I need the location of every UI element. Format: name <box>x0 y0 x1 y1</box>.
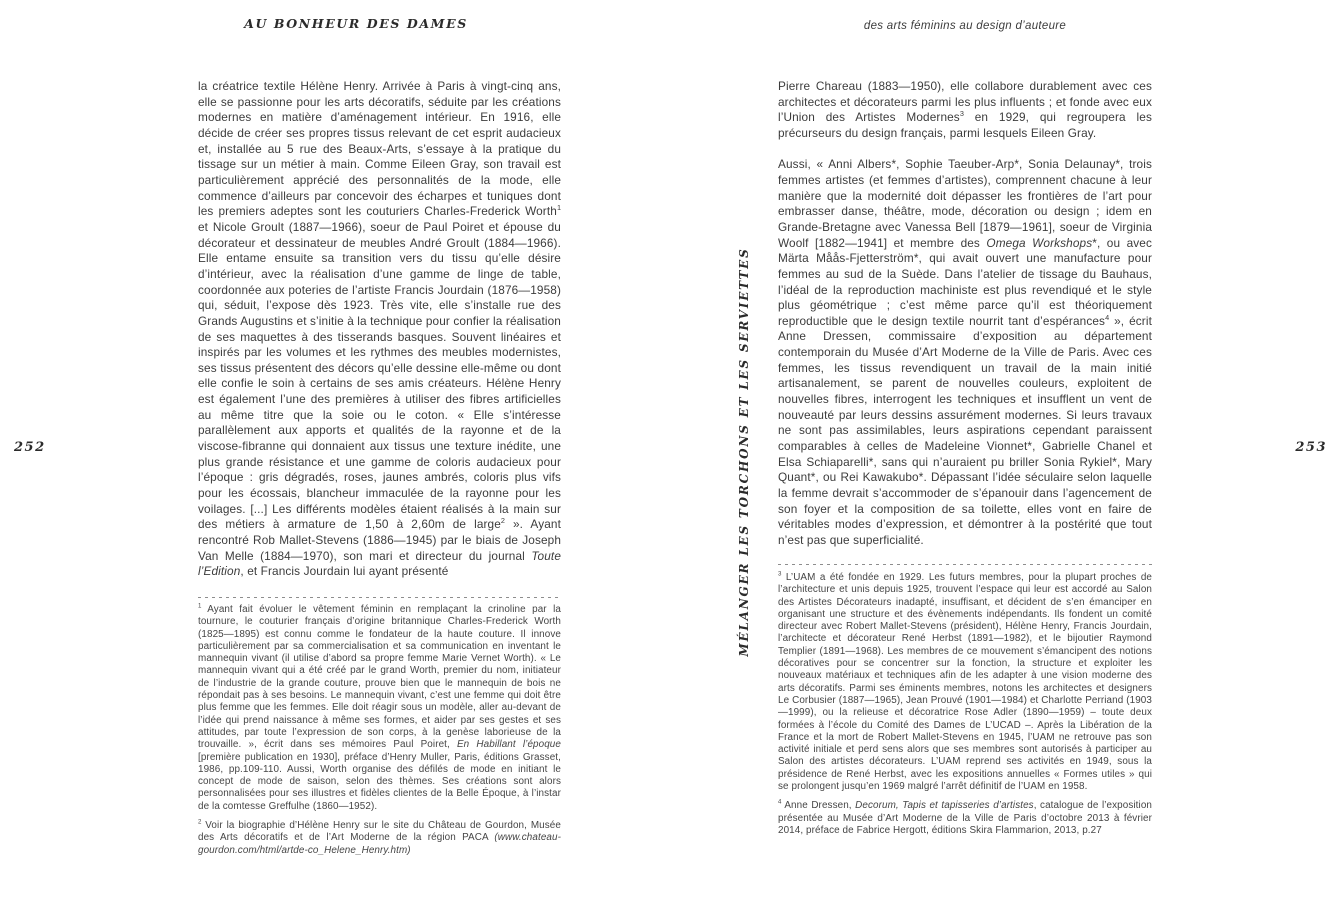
left-footnote-separator <box>198 597 561 598</box>
right-footnote-separator <box>778 564 1152 565</box>
right-page-body <box>778 79 1152 549</box>
right-page-footnotes <box>778 572 1152 837</box>
footnote-2: $^2$ Voir la biographie d’Hélène Henry sur le site du Château de Gourdon, Musée des Arts décoratifs et de l’Art Moderne de la région PACA (www.chateau-gourdon.com/html/artde-co_Helene_Henry.htm) <box>198 818 561 856</box>
footnote-1: $^1$ Ayant fait évoluer le vêtement féminin en remplaçant la crinoline par la tournure, le couturier français d’origine britannique Charles-Frederick Worth (1825—1895) est connu comme le fondateur de la haute couture. Il innove particulièrement par sa commercialisation et sa communication en inventant le mannequin vivant (il utilise d’abord sa propre femme Marie Vernet Worth). « Le mannequin vivant qui a été créé par le grand Worth, premier du nom, initiateur de l’industrie de la grande couture, prouve bien que le mannequin de bois ne répondait pas à ses besoins. Le mannequin vivant, c’est une femme qui doit être plus femme que les femmes. Elle doit réagir sous un modèle, aller au-devant de l’idée qui prend naissance à même ses formes, et aider par ses gestes et ses attitudes, par toute l’expression de son corps, à la genèse laborieuse de la trouvaille. », écrit dans ses mémoires Paul Poiret, En Habillant l’époque [première publication en 1930], préface d’Henry Muller, Paris, éditions Grasset, 1986, pp.109-110. Aussi, Worth organise des défilés de mode en initiant le concept de mode de saison, selon des thèmes. Ses créations sont alors personnalisées pour ses illustres et fidèles clientes de la Belle Époque, à l’instar de la comtesse Greffulhe (1860—1952). <box>198 602 561 812</box>
right-body-paragraph-2: Aussi, « Anni Albers*, Sophie Taeuber-Arp*, Sonia Delaunay*, trois femmes artistes (et femmes d’artistes), comprennent chacune à leur manière que la modernité doit dépasser les frontières de l’art pour embrasser danse, théâtre, mode, décoration ou design ; idem en Grande-Bretagne avec Vanessa Bell [1879—1961], soeur de Virginia Woolf [1882—1941] et membre des Omega Workshops*, ou avec Märta Måås-Fjetterström*, qui avait ouvert une manufacture pour femmes au sud de la Suède. Dans l’atelier de tissage du Bauhaus, l’idéal de la reproduction machiniste est plus revendiqué et le style plus géométrique ; c’est même parce qu’il est théoriquement reproductible que le design textile nourrit tant d’espérances$^4$ », écrit Anne Dressen, commissaire d’exposition au département contemporain du Musée d’Art Moderne de la Ville de Paris. Avec ces femmes, les tissus revendiquent un travail de la main initié artisanalement, se parent de nouvelles couleurs, exploitent de nouvelles fibres, interrogent les techniques et insufflent un vent de nouveauté par leurs dessins assurément modernes. Si leurs travaux ne sont pas assimilables, leurs aspirations cependant paraissent comparables à celles de Madeleine Vionnet*, Gabrielle Chanel et Elsa Schiaparelli*, sans qui n’auraient pu briller Sonia Rykiel*, Mary Quant*, ou Rei Kawakubo*. Dépassant l’idée séculaire selon laquelle la femme devrait s’accommoder de s’épanouir dans l’agencement de son foyer et la composition de sa toilette, elles vont en faire de véritables modes d’expression, et démontrer à la postérité que tout n’est pas que superficialité. <box>778 157 1153 548</box>
left-body-paragraph: la créatrice textile Hélène Henry. Arrivée à Paris à vingt-cinq ans, elle se passionne pour les arts décoratifs, séduite par les créations modernes en matière d’aménagement intérieur. En 1916, elle décide de créer ses propres tissus relevant de cet esprit audacieux et, installée au 5 rue des Beaux-Arts, s’essaye à la pratique du tissage sur un métier à main. Comme Eileen Gray, son travail est particulièrement apprécié des personnalités de la mode, elle commence d’ailleurs par concevoir des écharpes et tuniques dont les premiers adeptes sont les couturiers Charles-Frederick Worth$^1$ et Nicole Groult (1887—1966), soeur de Paul Poiret et épouse du décorateur et dessinateur de meubles André Groult (1884—1966). Elle entame ensuite sa transition vers du tissu qu’elle désire d’intérieur, avec la réalisation d’une gamme de linge de table, coordonnée aux poteries de l’artiste Francis Jourdain (1876—1958) qui, séduit, l’expose dès 1923. Très vite, elle s’installe rue des Grands Augustins et s’initie à la technique pour confier la réalisation de ses maquettes à des tisserands basques. Souvent linéaires et inspirés par les volumes et les rythmes des meubles modernistes, ses tissus présentent des décors qu’elle dessine elle-même ou dont elle confie le soin à certains de ses amis créateurs. Hélène Henry est également l’une des premières à utiliser des fibres artificielles au même titre que la soie ou le coton. « Elle s’intéresse parallèlement aux apports et qualités de la rayonne et de la viscose-fibranne qui donnaient aux tissus une texture inédite, une plus grande résistance et une gamme de coloris audacieux pour l’époque : gris dégradés, roses, jaunes ambrés, coloris plus vifs pour les écossais, blancheur immaculée de la rayonne pour les voilages. [...] Les différents modèles étaient réalisés à la main sur des métiers à armature de 1,50 à 2,60m de large$^2$ ». Ayant rencontré Rob Mallet-Stevens (1886—1945) par le biais de Joseph Van Melle (1884—1970), son mari et directeur du journal Toute l’Edition, et Francis Jourdain lui ayant présenté <box>198 79 561 579</box>
footnote-3: $^3$ L’UAM a été fondée en 1929. Les futurs membres, pour la plupart proches de l’architecture et unis depuis 1925, trouvent l’espace qui leur est accordé au Salon des Artistes Décorateurs inadapté, insuffisant, et décident de s’en émanciper en organisant une structure et des évènements indépendants. Ils fondent un comité directeur avec Robert Mallet-Stevens (président), Hélène Henry, Francis Jourdain, l’architecte et décorateur René Herbst (1891—1982), et le bijoutier Raymond Templier (1891—1968). Les membres de ce mouvement s’émancipent des notions décoratives pour se concentrer sur la fonction, la structure et exploiter les nouveaux matériaux et techniques afin de les adapter à une vision moderne des arts décoratifs. Parmi ses éminents membres, notons les architectes et designers Le Corbusier (1887—1965), Jean Prouvé (1901—1984) et Charlotte Perriand (1903—1999), ou la relieuse et décoratrice Rose Adler (1890—1959) – toute deux formées à l’école du Comité des Dames de L’UCAD –. Après la Libération de la France et la mort de Robert Mallet-Stevens en 1945, l’UAM ne retrouve pas son activité initiale et perd sens alors que ses membres sont autorisés à participer au Salon des artistes décorateurs. L’UAM reprend ses activités en 1949, sous la présidence de René Herbst, avec les expositions annuelles « Formes utiles » qui se prolongent jusqu’en 1969 malgré l’arrêt définitif de l’UAM en 1958. <box>778 570 1152 793</box>
left-page-body <box>198 79 561 580</box>
right-body-paragraph-1: Pierre Chareau (1883—1950), elle collabore durablement avec ces architectes et décorateurs parmi les plus influents ; et fonde avec eux l’Union des Artistes Modernes$^3$ en 1929, qui regroupera les précurseurs du design français, parmi lesquels Eileen Gray. <box>778 79 1152 140</box>
right-page-number: 253 <box>1295 440 1327 455</box>
left-page-footnotes <box>198 604 561 857</box>
left-running-head: AU BONHEUR DES DAMES <box>244 16 468 31</box>
footnote-4: $^4$ Anne Dressen, Decorum, Tapis et tapisseries d’artistes, catalogue de l’exposition présentée au Musée d’Art Moderne de la Ville de Paris d’octobre 2013 à février 2014, préface de Fabrice Hergott, éditions Skira Flammarion, 2013, p.27 <box>778 799 1153 836</box>
left-page-number: 252 <box>14 440 46 455</box>
vertical-chapter-title: MÉLANGER LES TORCHONS ET LES SERVIETTES <box>737 247 751 657</box>
right-running-head: des arts féminins au design d’auteure <box>863 20 1067 32</box>
